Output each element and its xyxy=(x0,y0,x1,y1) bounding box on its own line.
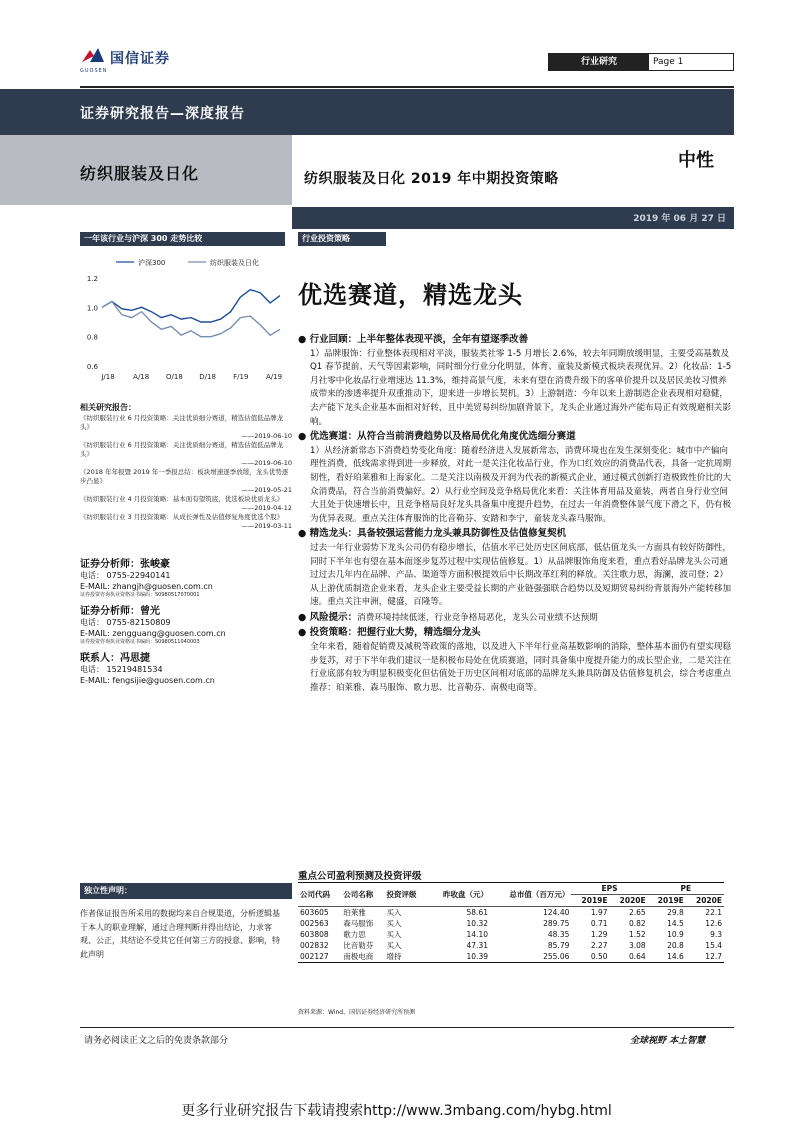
analyst-block-2 xyxy=(80,602,292,646)
section-risk-head: 风险提示： xyxy=(309,611,358,623)
th-mktcap: 总市值（百万元） xyxy=(509,890,570,899)
headline: 优选赛道，精选龙头 xyxy=(298,281,523,309)
th-pe: PE xyxy=(680,884,692,893)
x-tick-label: O/18 xyxy=(166,373,183,381)
section-risk-text: 消费环境持续低迷，行业竞争格局恶化，龙头公司业绩不达预期 xyxy=(357,612,598,623)
table-cell: 14.5 xyxy=(667,919,684,928)
table-cell: 603605 xyxy=(300,908,329,917)
section-strategy-text: 全年来看，随着促销费及减税等政策的落地，以及进入下半年行业高基数影响的消除，整体基本面仍有望实现稳步复苏，对于下半年我们建议一是积极布局处在优质赛道，同时具备集中度提升能力的成长型企业，二是关注在行业底部有较为明显积极变化但估值处于历史区间相对底部的品牌龙头兼具防御及估值修复机会，综合考虑重点推荐：珀莱雅、森马服饰、歌力思、比音勒芬、南极电商等。 xyxy=(310,642,732,693)
th-eps: EPS xyxy=(601,884,618,893)
related-report-item[interactable]: 《2018 年年报暨 2019 年一季报总结：板块增速逐季放缓，龙头优势逐步凸显》 xyxy=(80,468,289,485)
chart-header: 一年该行业与沪深 300 走势比较 xyxy=(80,232,285,246)
contact-block xyxy=(80,649,292,686)
y-tick-label: 0.6 xyxy=(86,363,98,371)
related-report-date: ——2019-05-21 xyxy=(241,486,292,494)
section-track-text: 1）从经济新常态下消费趋势变化角度：随着经济进入发展新常态，消费环境也在发生深刻变化：城市中产偏向理性消费，低线需求得到进一步释放，对此一是关注化妆品行业，作为口红效应的消费品代表，具备一定抗周期韧性，看好珀莱雅和上海家化。二是关注以南极及开润为代表的新模式企业，通过模式创新打造极致性价比的大众消费品，符合当前消费偏好。2）从行业空间及竞争格局优化来看：关注体育用品及童装，两者自身行业空间大且处于快速增长中，且竞争格局良好龙头具备集中度提升趋势，在过去一年消费整体景气度下滑之下，仍有极为优异表现。重点关注体育服饰的比音勒芬、安踏和李宁，童装龙头森马服饰。 xyxy=(310,445,732,524)
chart-svg xyxy=(80,252,290,386)
table-cell: 2.27 xyxy=(590,941,608,950)
related-report-item[interactable]: 《纺织服装行业 3 月投资策略：从成长弹性及估值修复角度优选个股》 xyxy=(80,513,284,521)
table-cell: 85.79 xyxy=(547,941,570,950)
report-type: 证券研究报告—深度报告 xyxy=(80,106,245,122)
table-cell: 3.08 xyxy=(628,941,646,950)
related-reports xyxy=(80,402,292,531)
guosen-logo-icon xyxy=(80,46,106,66)
table-cell: 买入 xyxy=(386,919,402,928)
analyst-email[interactable]: E-MAIL: zhangjh@guosen.com.cn xyxy=(80,582,213,591)
related-report-item[interactable]: 《纺织服装行业 4 月投资策略：基本面有望筑底，优选板块优质龙头》 xyxy=(80,495,284,503)
y-tick-label: 1.0 xyxy=(86,304,98,313)
related-report-item[interactable]: 《纺织服装行业 6 月投资策略：关注优质细分赛道，精选估值低品牌龙头》 xyxy=(80,441,284,458)
related-report-date: ——2019-06-10 xyxy=(241,432,292,440)
table-cell: 124.40 xyxy=(543,908,570,917)
table-title: 重点公司盈利预测及投资评级 xyxy=(298,871,422,882)
report-type-band xyxy=(0,89,734,135)
bullet-icon: ● xyxy=(298,334,310,345)
th-name: 公司名称 xyxy=(343,890,374,899)
table-cell: 255.06 xyxy=(543,952,570,961)
analyst-phone: 电话： 0755-82150809 xyxy=(80,618,171,627)
table-cell: 10.39 xyxy=(466,952,488,961)
y-tick-label: 1.2 xyxy=(86,275,98,283)
table-cell: 15.4 xyxy=(705,941,722,950)
table-row xyxy=(298,940,724,951)
th-code: 公司代码 xyxy=(300,890,330,899)
th-pe-2019: 2019E xyxy=(657,896,684,905)
contact-phone: 电话： 15219481534 xyxy=(80,665,163,674)
download-link[interactable]: 更多行业研究报告下载请搜索http://www.3mbang.com/hybg.html xyxy=(181,1103,612,1119)
table-cell: 29.8 xyxy=(667,908,684,917)
table-cell: 0.50 xyxy=(590,952,608,961)
table-row xyxy=(298,918,724,929)
x-tick-label: A/19 xyxy=(265,373,283,381)
disclaimer-header: 独立性声明： xyxy=(80,883,292,899)
header-page: Page 1 xyxy=(653,57,684,67)
analyst-cert: 证券投资咨询执业资格证书编码：S0980511040003 xyxy=(80,639,200,645)
x-tick-label: F/19 xyxy=(233,373,249,381)
section-leader-text: 过去一年行业弱势下龙头公司仍有稳步增长，估值水平已处历史区间底部，低估值龙头一方面具有较好防御性，同时下半年也有望在基本面逐步复苏过程中实现估值修复。1）从品牌服饰角度来看，重点看好品牌龙头公司通过过去几年内在品牌、产品、渠道等方面积极提效后中长期改革红利的释放。关注歌力思，海澜，波司登；2）从上游优质制造企业来看，龙头企业主要受益长期的产业链强强联合趋势以及短期贸易纠纷背景海外产能转移加速。重点关注申洲，健盛，百隆等。 xyxy=(310,542,732,608)
y-tick-label: 0.8 xyxy=(86,333,98,342)
contact-email[interactable]: E-MAIL: fengsijie@guosen.com.cn xyxy=(80,676,215,685)
table-cell: 603808 xyxy=(300,930,329,939)
table-cell: 增持 xyxy=(386,952,402,961)
rating: 中性 xyxy=(678,150,714,171)
body-text xyxy=(298,333,734,695)
logo-sub: GUOSEN xyxy=(80,68,108,74)
table-cell: 002832 xyxy=(300,941,329,950)
x-tick-label: J/18 xyxy=(101,373,115,381)
table-cell: 14.10 xyxy=(466,930,488,939)
table-cell: 0.64 xyxy=(628,952,646,961)
legend-label: 沪深300 xyxy=(138,259,166,267)
footer-divider xyxy=(80,1027,734,1028)
header-divider xyxy=(80,86,734,88)
table-cell: 1.52 xyxy=(628,930,646,939)
analyst-block-1 xyxy=(80,555,292,599)
table-cell: 12.6 xyxy=(705,919,722,928)
x-tick-label: A/18 xyxy=(133,373,150,381)
table-cell: 森马服饰 xyxy=(343,919,374,928)
th-close: 昨收盘（元） xyxy=(443,890,488,899)
series-line xyxy=(102,302,280,337)
report-date: 2019 年 06 月 27 日 xyxy=(633,214,726,224)
table-cell: 1.29 xyxy=(590,930,608,939)
legend-label: 纺织服装及日化 xyxy=(210,259,259,267)
th-eps-2019: 2019E xyxy=(581,896,608,905)
table-cell: 0.71 xyxy=(590,919,608,928)
table-cell: 珀莱雅 xyxy=(343,908,366,917)
table-cell: 20.8 xyxy=(667,941,684,950)
bullet-icon: ● xyxy=(298,611,310,623)
table-cell: 48.35 xyxy=(547,930,570,939)
analyst-name: 张峻豪 xyxy=(140,559,170,570)
th-eps-2020: 2020E xyxy=(619,896,646,905)
table-cell: 南极电商 xyxy=(343,952,374,961)
related-report-item[interactable]: 《纺织服装行业 6 月投资策略：关注优质细分赛道，精选估值低品牌龙头》 xyxy=(80,414,284,431)
th-pe-2020: 2020E xyxy=(696,896,722,905)
date-band xyxy=(292,207,734,229)
header-section-box xyxy=(548,53,734,71)
section-track-head: 优选赛道：从符合当前消费趋势以及格局优化角度优选细分赛道 xyxy=(309,431,576,443)
section-leader-head: 精选龙头：具备较强运营能力龙头兼具防御性及估值修复契机 xyxy=(309,528,567,540)
table-cell: 买入 xyxy=(386,930,402,939)
table-cell: 10.9 xyxy=(667,930,684,939)
footer-disclaimer: 请务必阅读正文之后的免责条款部分 xyxy=(84,1036,229,1046)
logo-text: 国信证券 xyxy=(110,51,170,67)
analyst-role: 证券分析师： xyxy=(80,559,140,570)
table-source: 资料来源：Wind、国信证券经济研究所预测 xyxy=(298,1009,416,1016)
analyst-email[interactable]: E-MAIL: zengguang@guosen.com.cn xyxy=(80,629,226,638)
table-cell: 比音勒芬 xyxy=(343,941,374,950)
table-row xyxy=(298,951,724,963)
table-cell: 289.75 xyxy=(543,919,570,928)
bullet-icon: ● xyxy=(298,528,310,540)
table-cell: 47.31 xyxy=(466,941,488,950)
footer-slogan: 全球视野 本土智慧 xyxy=(630,1036,706,1046)
section-review-head: 行业回顾：上半年整体表现平淡，全年有望逐季改善 xyxy=(309,334,529,345)
bullet-icon: ● xyxy=(298,431,310,443)
analyst-cert: 证券投资咨询执业资格证书编码：S0980517070001 xyxy=(80,592,200,598)
table-row xyxy=(298,907,724,919)
performance-chart xyxy=(80,252,290,386)
bullet-icon: ● xyxy=(298,627,310,639)
report-title: 纺织服装及日化 2019 年中期投资策略 xyxy=(304,171,559,187)
strategy-header: 行业投资策略 xyxy=(298,232,386,246)
forecast-table xyxy=(298,882,724,963)
table-cell: 9.3 xyxy=(710,930,722,939)
x-tick-label: D/18 xyxy=(199,373,216,381)
th-rating: 投资评级 xyxy=(386,890,417,899)
related-report-date: ——2019-06-10 xyxy=(241,459,292,467)
section-review-text: 1）品牌服饰：行业整体表现相对平淡，服装类社零 1-5 月增长 2.6%，较去年同期放缓明显，主要受高基数及 Q1 春节提前、天气等因素影响，同时细分行业分化明显，体育、童装及新模式板块表现优异。2）化妆品：1-5 月社零中化妆品行业增速达 11.3%，维持高景气度，未来有望在消费升级下的客单价提升以及居民美妆习惯养成带来的渗透率提升双重推动下，迎来进一步增长契机。3）上游制造：今年以来上游制造企业表现相对稳健，去产能下龙头企业基本面相对好转，且中美贸易纠纷加剧背景下，龙头企业通过海外产能布局正有效规避相关影响。 xyxy=(310,348,732,427)
industry-band xyxy=(0,135,292,205)
table-cell: 12.7 xyxy=(705,952,722,961)
header-section: 行业研究 xyxy=(549,54,649,70)
table-cell: 0.82 xyxy=(628,919,646,928)
table-cell: 买入 xyxy=(386,908,402,917)
analyst-name: 曾光 xyxy=(140,606,160,617)
table-cell: 22.1 xyxy=(705,908,722,917)
analyst-role: 证券分析师： xyxy=(80,606,140,617)
contact-role: 联系人： xyxy=(80,653,120,664)
related-title: 相关研究报告： xyxy=(80,403,136,412)
analyst-phone: 电话： 0755-22940141 xyxy=(80,571,171,580)
table-cell: 1.97 xyxy=(590,908,608,917)
table-row xyxy=(298,929,724,940)
table-cell: 002563 xyxy=(300,919,329,928)
table-cell: 14.6 xyxy=(667,952,684,961)
table-cell: 58.61 xyxy=(466,908,488,917)
related-report-date: ——2019-03-11 xyxy=(241,522,292,530)
section-strategy-head: 投资策略：把握行业大势，精选细分龙头 xyxy=(309,627,481,639)
related-report-date: ——2019-04-12 xyxy=(241,504,292,512)
table-cell: 买入 xyxy=(386,941,402,950)
table-cell: 歌力思 xyxy=(343,930,366,939)
industry-name: 纺织服装及日化 xyxy=(80,164,200,183)
table-cell: 2.65 xyxy=(628,908,646,917)
contact-name: 冯思捷 xyxy=(120,653,150,664)
disclaimer-text: 作者保证报告所采用的数据均来自合规渠道，分析逻辑基于本人的职业理解，通过合理判断并得出结论，力求客观、公正，其结论不受其它任何第三方的授意、影响，特此声明 xyxy=(80,909,280,959)
table-cell: 002127 xyxy=(300,952,329,961)
table-cell: 10.32 xyxy=(466,919,488,928)
